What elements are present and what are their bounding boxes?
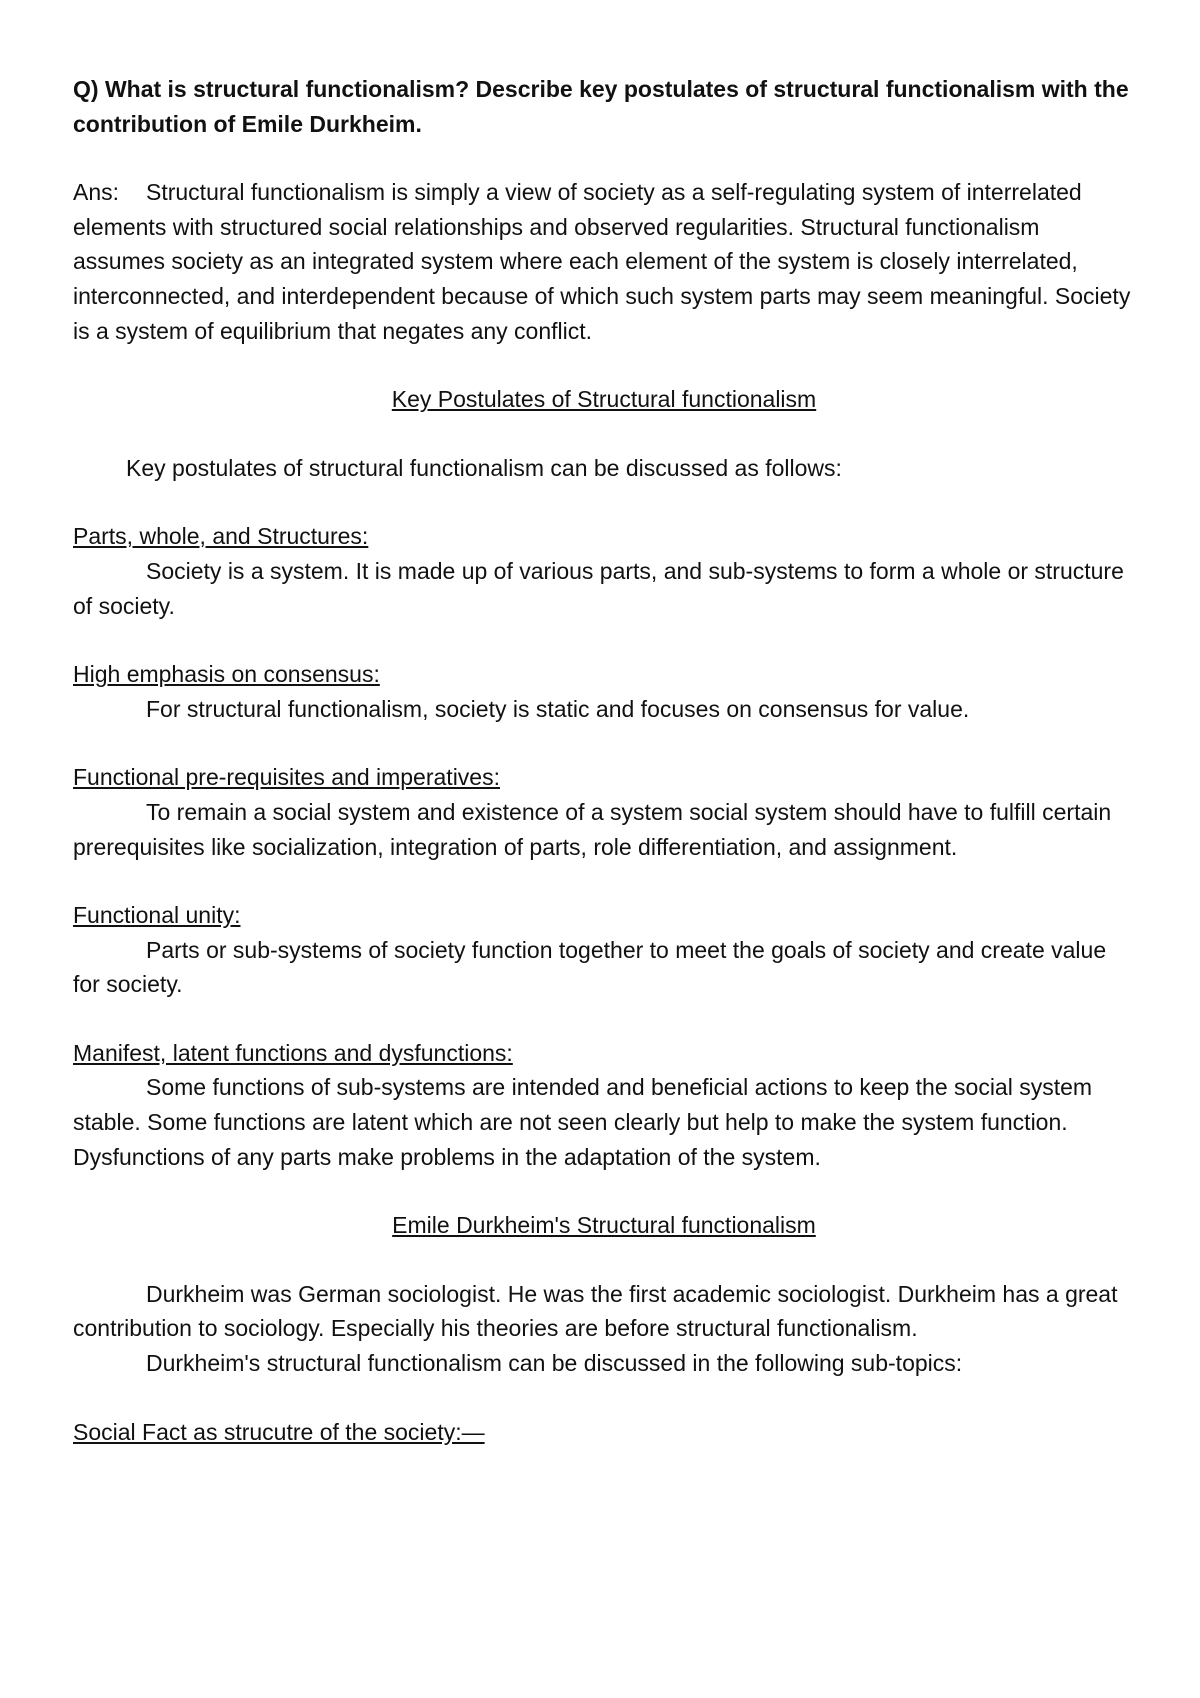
- question-heading: Q) What is structural functionalism? Describe key postulates of structural functionalism with the contribution of Emile Durkheim.: [73, 76, 1129, 137]
- social-fact-heading: Social Fact as strucutre of the society:—: [73, 1418, 485, 1445]
- section-heading: Functional unity:: [73, 902, 241, 929]
- section-body: Some functions of sub-systems are intended and beneficial actions to keep the social system stable. Some functions are latent which are not seen clearly but help to make the system function. Dysfunctions of any parts make problems in the adaptation of the system.: [73, 1074, 1093, 1170]
- section-body: To remain a social system and existence of a system social system should have to fulfill certain prerequisites like socialization, integration of parts, role differentiation, and assignment.: [73, 798, 1112, 860]
- section-heading: Parts, whole, and Structures:: [73, 523, 369, 550]
- section-body: Parts or sub-systems of society function together to meet the goals of society and create value for society.: [73, 936, 1107, 998]
- section-consensus: [73, 657, 1135, 726]
- document-page: [73, 72, 1135, 1449]
- answer-text: Structural functionalism is simply a view of society as a self-regulating system of interrelated elements with structured social relationships and observed regularities. Structural functionalism assumes society as an integrated system where each element of the system is closely interrelated, interconnected, and interdependent because of which such system parts may seem meaningful. Society is a system of equilibrium that negates any conflict.: [73, 179, 1131, 344]
- section-heading: Functional pre-requisites and imperatives:: [73, 764, 500, 791]
- section-manifest-latent: [73, 1036, 1135, 1174]
- durkheim-paragraph-1: Durkheim was German sociologist. He was the first academic sociologist. Durkheim has a great contribution to sociology. Especially his theories are before structural functionalism.: [73, 1280, 1118, 1342]
- answer-label: Ans:: [73, 179, 120, 206]
- section-heading: High emphasis on consensus:: [73, 661, 380, 688]
- section-prerequisites: [73, 760, 1135, 864]
- key-postulates-intro: Key postulates of structural functionalism can be discussed as follows:: [126, 454, 842, 481]
- answer-paragraph: [73, 175, 1135, 348]
- durkheim-heading: Emile Durkheim's Structural functionalism: [392, 1212, 816, 1239]
- durkheim-paragraph-2: Durkheim's structural functionalism can be discussed in the following sub-topics:: [146, 1350, 963, 1377]
- section-body: Society is a system. It is made up of various parts, and sub-systems to form a whole or structure of society.: [73, 557, 1124, 619]
- section-heading: Manifest, latent functions and dysfunctions:: [73, 1039, 513, 1066]
- section-functional-unity: [73, 898, 1135, 1002]
- section-parts-whole: [73, 519, 1135, 623]
- key-postulates-heading: Key Postulates of Structural functionalism: [391, 386, 817, 413]
- section-social-fact: [73, 1415, 1135, 1450]
- section-body: For structural functionalism, society is static and focuses on consensus for value.: [146, 695, 970, 722]
